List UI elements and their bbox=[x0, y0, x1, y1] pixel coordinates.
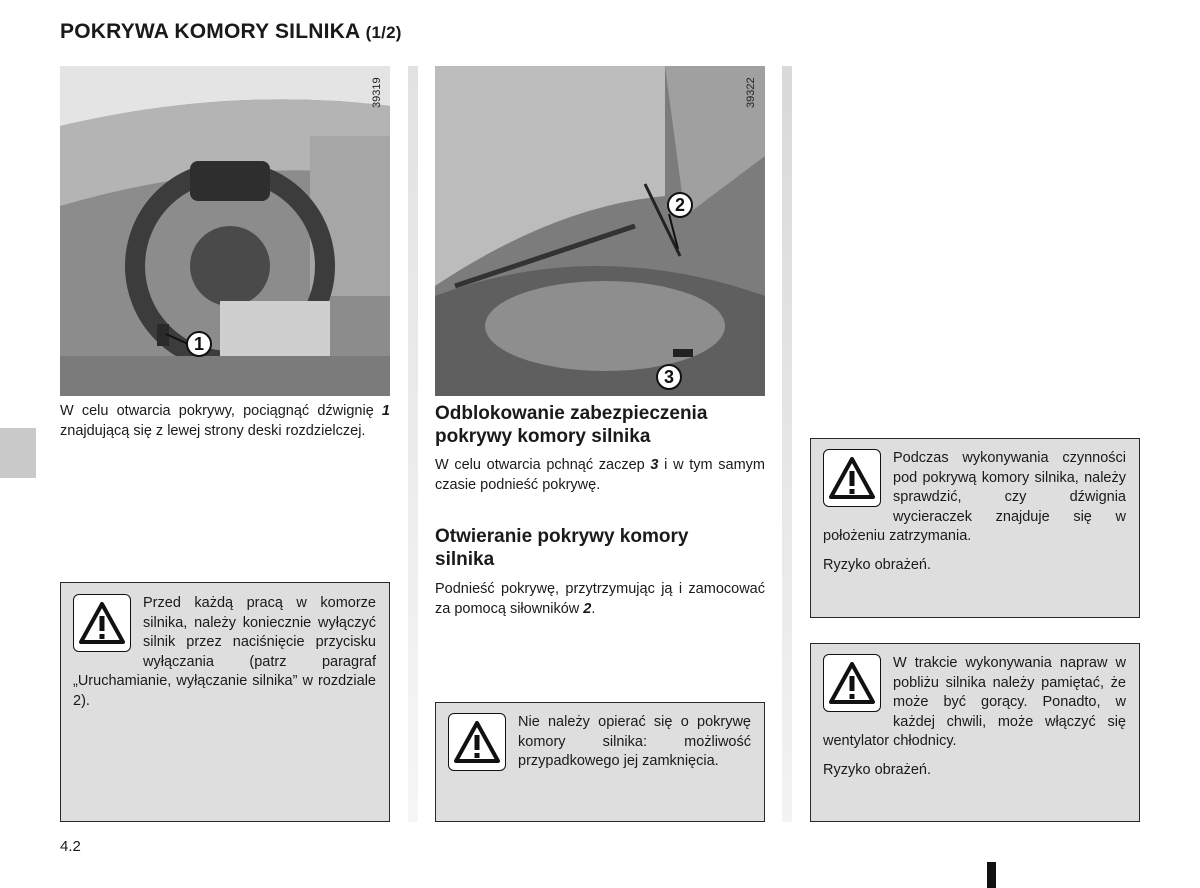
warning-text: Przed każdą pracą w komorze silnika, należy koniecznie wyłączyć silnik przez naciśnięcie przycisku wyłączania (patrz paragraf „Uruchamianie, wyłączanie silnika” w rozdziale 2). bbox=[73, 595, 376, 709]
page-title-main: POKRYWA KOMORY SILNIKA bbox=[60, 20, 360, 43]
column-divider bbox=[782, 66, 792, 822]
section-heading: Odblokowanie zabezpieczenia pokrywy komory silnika bbox=[435, 403, 708, 447]
figure-id: 39319 bbox=[371, 77, 383, 108]
warning-text: Podczas wykonywania czynności pod pokrywą komory silnika, należy sprawdzić, czy dźwignia wycieraczek znajduje się w położeniu zatrzymania. bbox=[823, 450, 1126, 544]
section-heading: Otwieranie pokrywy komory silnika bbox=[435, 526, 689, 570]
section-end-marker bbox=[987, 862, 996, 888]
warning-risk: Ryzyko obrażeń. bbox=[823, 761, 931, 778]
page-title-sub: (1/2) bbox=[365, 23, 402, 42]
latch-instructions: W celu otwarcia pchnąć zaczep 3 i w tym samym czasie podnieść pokrywę. bbox=[435, 457, 765, 493]
hood-release-instructions: W celu otwarcia pokrywy, pociągnąć dźwignię 1 znajdującą się z lewej strony deski rozdzielczej. bbox=[60, 403, 390, 439]
warning-triangle-icon bbox=[823, 449, 881, 507]
warning-triangle-icon bbox=[73, 594, 131, 652]
warning-box bbox=[810, 643, 1140, 822]
warning-triangle-icon bbox=[448, 713, 506, 771]
callout-3: 3 bbox=[656, 364, 682, 390]
page-number: 4.2 bbox=[60, 838, 81, 855]
warning-risk: Ryzyko obrażeń. bbox=[823, 556, 931, 573]
column-divider bbox=[408, 66, 418, 822]
opening-instructions: Podnieść pokrywę, przytrzymując ją i zamocować za pomocą siłowników 2. bbox=[435, 581, 765, 617]
warning-box bbox=[435, 702, 765, 822]
ref-3: 3 bbox=[650, 457, 659, 473]
ref-1: 1 bbox=[381, 403, 390, 419]
ref-2: 2 bbox=[583, 600, 592, 617]
chapter-tab bbox=[0, 428, 36, 478]
page-title bbox=[60, 20, 402, 44]
warning-box bbox=[60, 582, 390, 822]
engine-bay-photo bbox=[435, 66, 765, 396]
warning-box bbox=[810, 438, 1140, 618]
warning-text: Nie należy opierać się o pokrywę komory silnika: możliwość przypadkowego jej zamknięcia. bbox=[518, 714, 751, 769]
warning-text: W trakcie wykonywania napraw w pobliżu silnika należy pamiętać, że może być gorący. Ponadto, w każdej chwili, może włączyć się wentylator chłodnicy. bbox=[823, 655, 1126, 749]
dashboard-photo bbox=[60, 66, 390, 396]
figure-id: 39322 bbox=[745, 77, 757, 108]
callout-1: 1 bbox=[186, 331, 212, 357]
warning-triangle-icon bbox=[823, 654, 881, 712]
callout-2: 2 bbox=[667, 192, 693, 218]
